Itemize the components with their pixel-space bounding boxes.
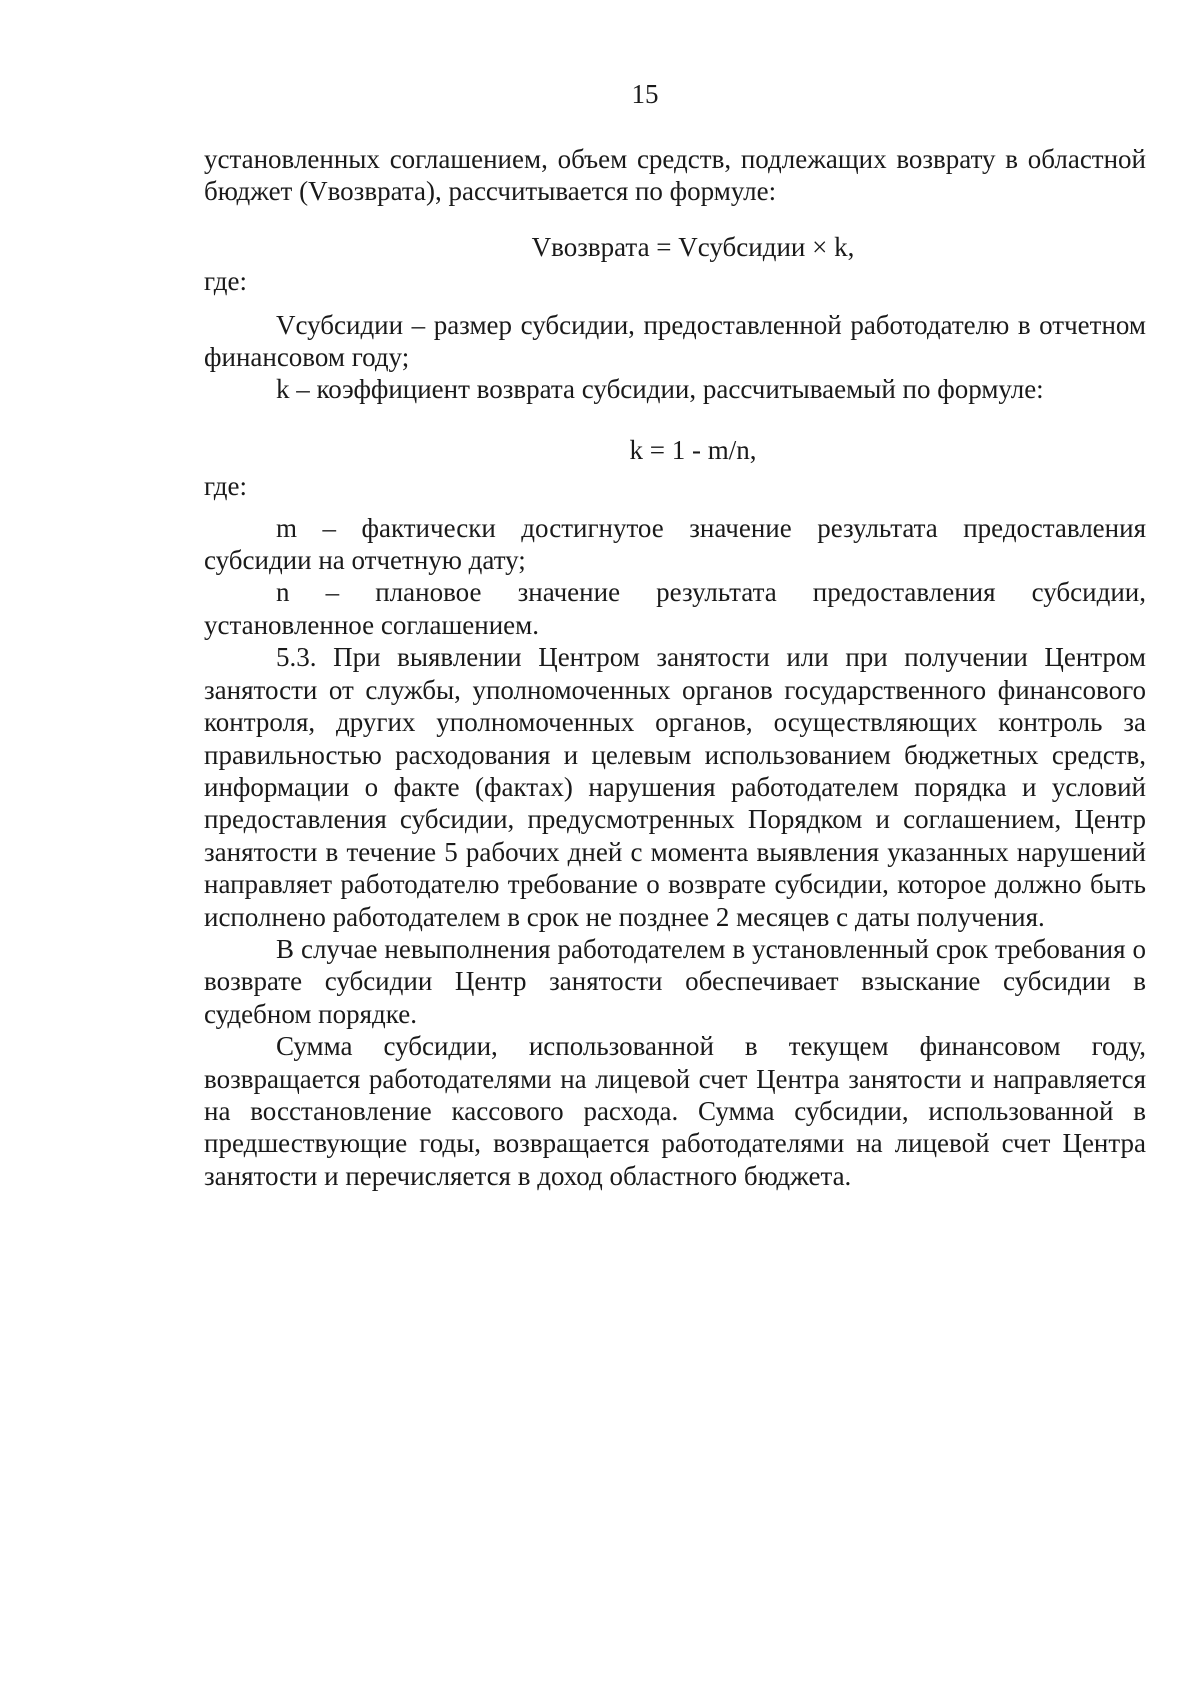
paragraph-subsidy-return: Сумма субсидии, использованной в текущем финансовом году, возвращается работодателями на лицевой счет Центра занятости и направляется на восстановление кассового расхода. Сумма субсидии, использованной в предшествующие годы, возвращается работодателями на лицевой счет Центра занятости и перечисляется в доход областного бюджета. [204, 1031, 1146, 1191]
paragraph-return-volume: установленных соглашением, объем средств, подлежащих возврату в областной бюджет (Vвозврата), рассчитывается по формуле: [204, 144, 1146, 207]
definition-v-subsidy: Vсубсидии – размер субсидии, предоставленной работодателю в отчетном финансовом году; [204, 309, 1146, 373]
formula-k: k = 1 - m/n, [629, 434, 757, 465]
page-number: 15 [631, 79, 659, 109]
paragraph-court-recovery: В случае невыполнения работодателем в установленный срок требования о возврате субсидии Центр занятости обеспечивает взыскание субсидии в судебном порядке. [204, 933, 1146, 1029]
where-label: где: [204, 471, 247, 502]
where-label: где: [204, 266, 247, 297]
document-body [204, 143, 1146, 1192]
formula-return-volume: Vвозврата = Vсубсидии × k, [531, 231, 855, 262]
definition-n: n – плановое значение результата предоставления субсидии, установленное соглашением. [204, 577, 1146, 640]
paragraph-5-3: 5.3. При выявлении Центром занятости или при получении Центром занятости от службы, уполномоченных органов государственного финансового контроля, других уполномоченных органов, осуществляющих контроль за правильностью расходования и целевым использованием бюджетных средств, информации о факте (фактах) нарушения работодателем порядка и условий предоставления субсидии, предусмотренных Порядком и соглашением, Центр занятости в течение 5 рабочих дней с момента выявления указанных нарушений направляет работодателю требование о возврате субсидии, которое должно быть исполнено работодателем в срок не позднее 2 месяцев с даты получения. [204, 642, 1146, 932]
definition-k: k – коэффициент возврата субсидии, рассчитываемый по формуле: [276, 374, 1044, 405]
definition-m: m – фактически достигнутое значение результата предоставления субсидии на отчетную дату; [204, 512, 1146, 576]
